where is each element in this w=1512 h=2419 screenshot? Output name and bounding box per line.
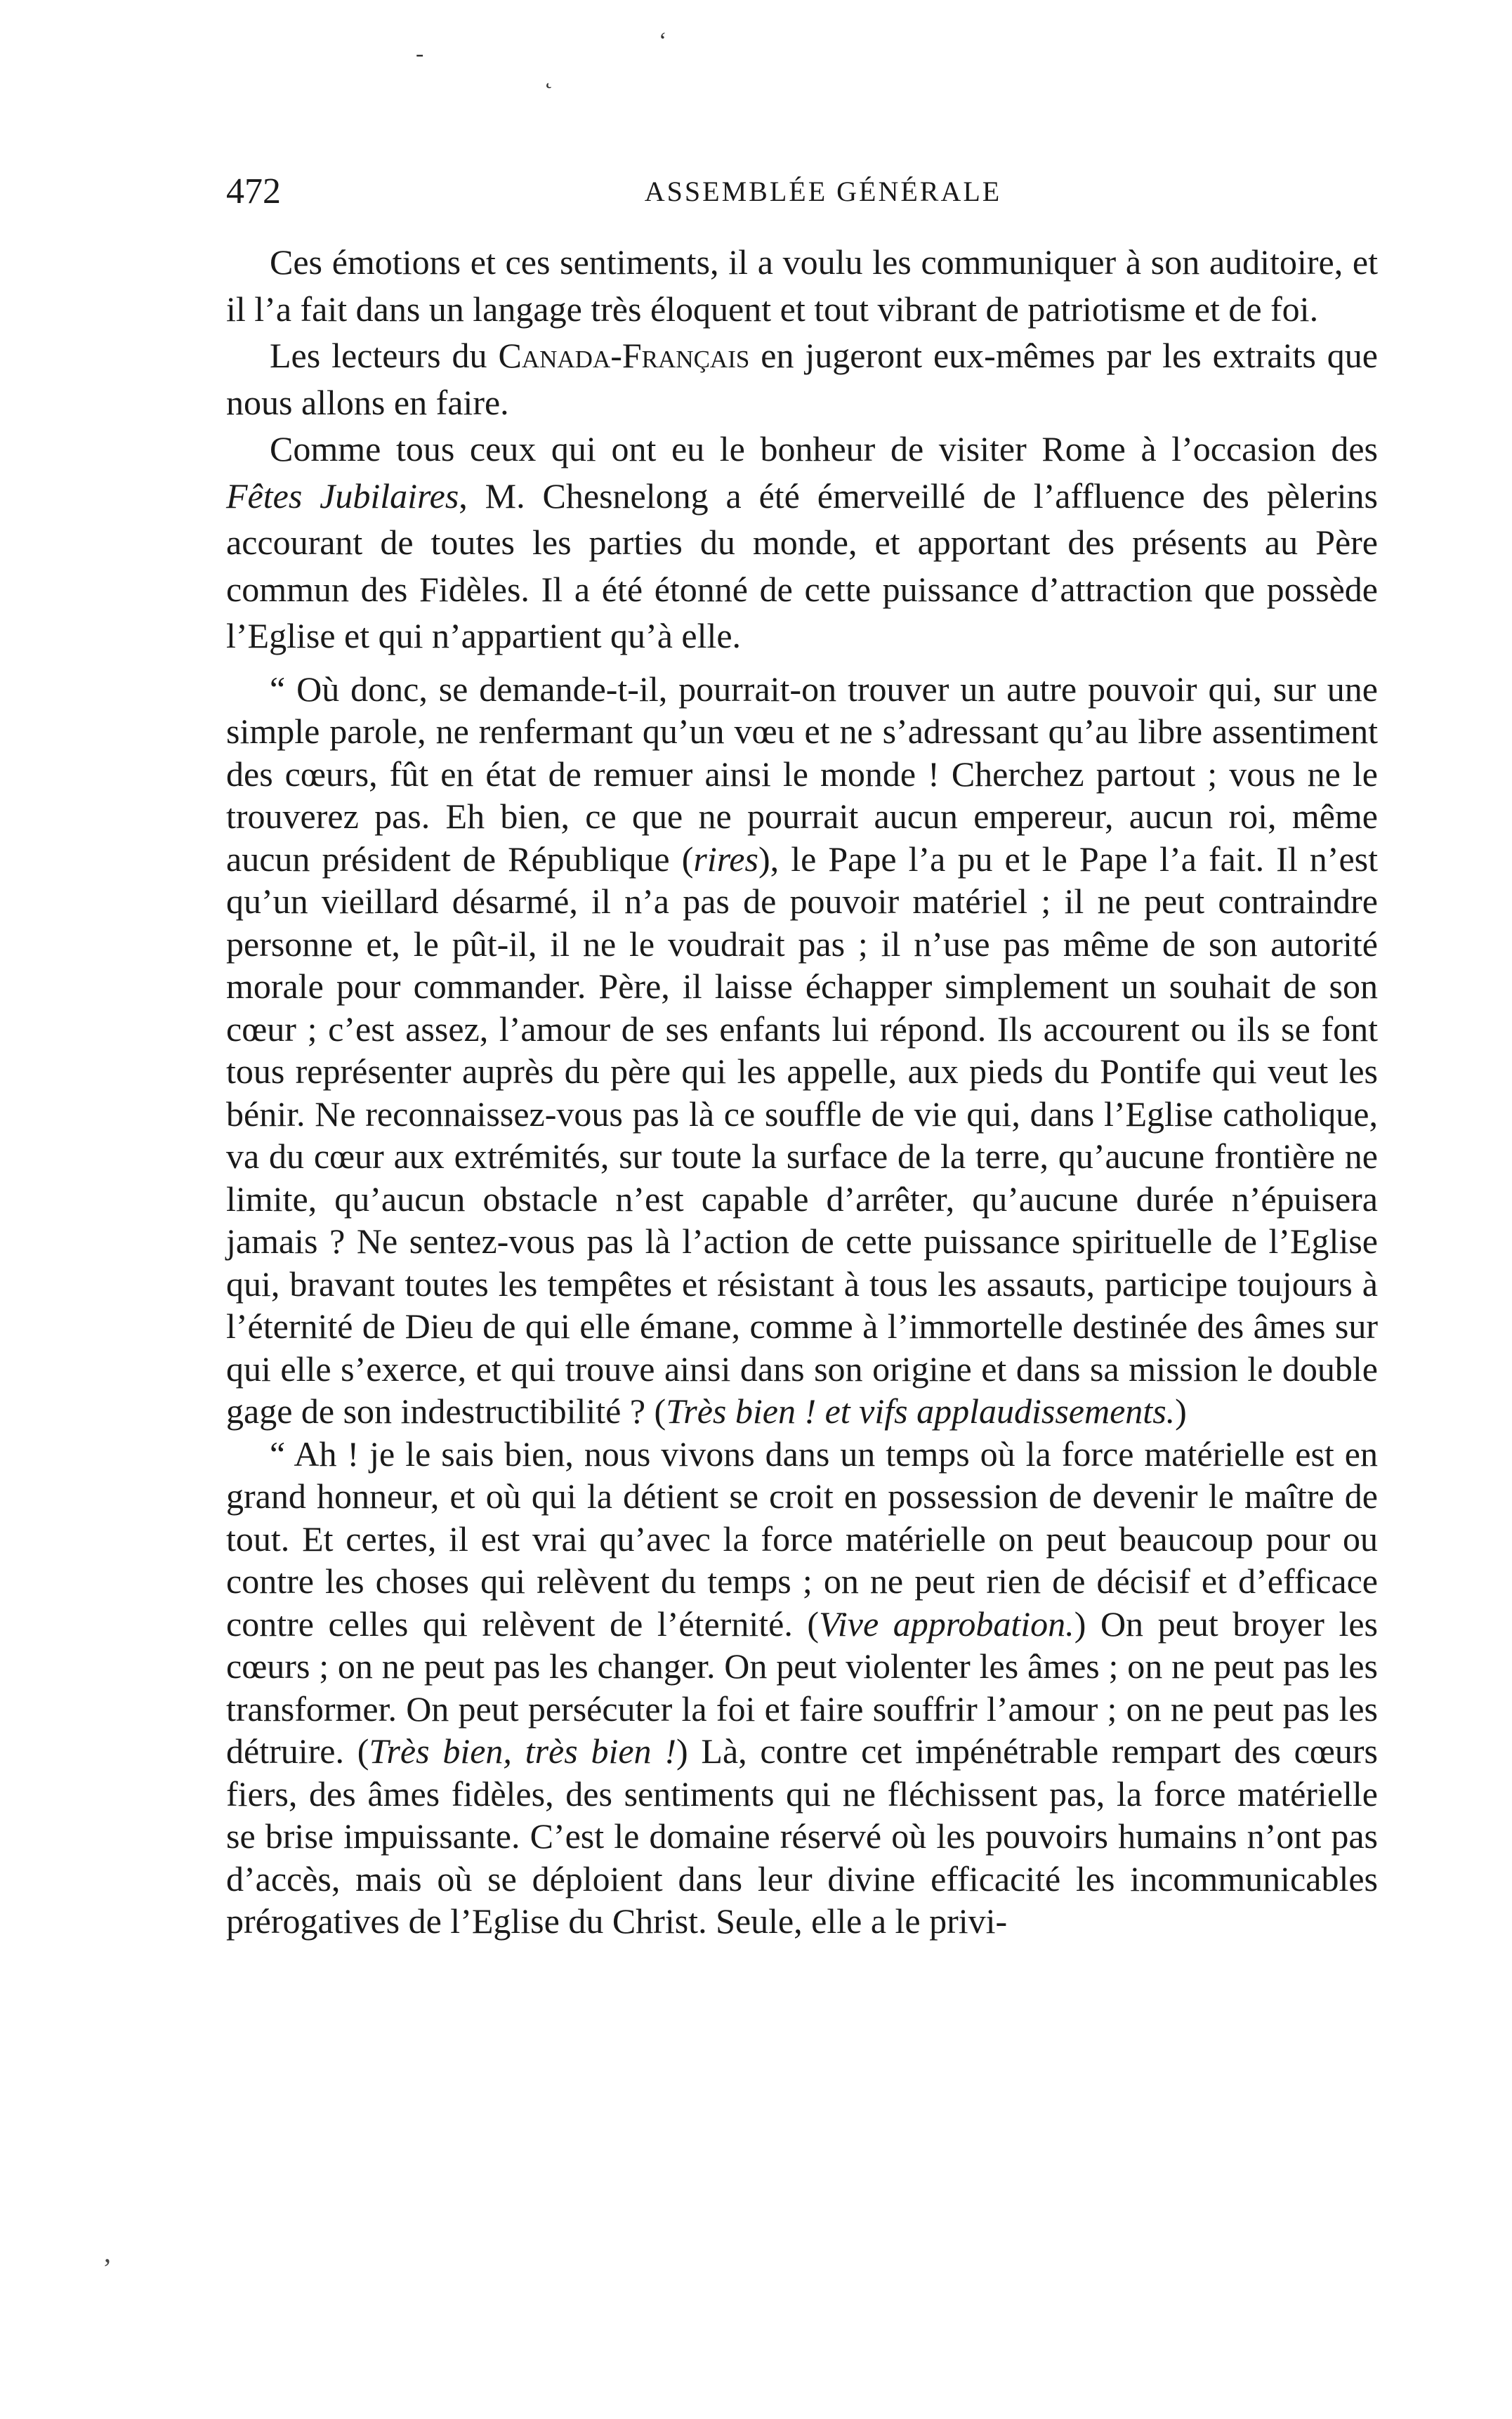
quote-text: ) On peut broyer les cœurs ; on ne peut pas les changer. On peut violenter les âmes ; on ne peut pas les transformer. On peut persécuter la foi et faire souffrir l’amour ; on ne peut pas les détruire. ( [226, 1604, 1378, 1771]
quote-text: ) [1175, 1391, 1187, 1431]
audience-reaction: Très bien, très bien ! [369, 1731, 676, 1771]
top-speck-mark: ˛ [545, 63, 553, 89]
quote-text: “ Ah ! je le sais bien, nous vivons dans un temps où la force matérielle est en grand honneur, et où qui la détient se croit en possession de devenir le maître de tout. Et certes, il est vrai qu’avec la force matérielle on peut beaucoup pour ou contre les choses qui relèvent du temps ; on ne peut rien de décisif et d’efficace contre celles qui relèvent de l’éternité. ( [226, 1434, 1378, 1644]
paragraph [226, 332, 1378, 426]
page-header [226, 167, 1378, 216]
top-speck-mark: ‘ [659, 28, 667, 54]
quote-text: ), le Pape l’a pu et le Pape l’a fait. Il n’est qu’un vieillard désarmé, il n’a pas de pouvoir matériel ; il ne peut contraindre personne et, le pût-il, il ne le voudrait pas ; il n’use pas même de son autorité morale pour commander. Père, il laisse échapper simplement un souhait de son cœur ; c’est assez, l’amour de ses enfants lui répond. Ils accourent ou ils se font tous représenter auprès du père qui les appelle, aux pieds du Pontife qui veut les bénir. Ne reconnaissez-vous pas là ce souffle de vie qui, dans l’Eglise catholique, va du cœur aux extrémités, sur toute la surface de la terre, qu’aucune frontière ne limite, qu’aucun obstacle n’est capable d’arrêter, qu’aucune durée n’épuisera jamais ? Ne sentez-vous pas là l’action de cette puissance spirituelle de l’Eglise qui, bravant toutes les tempêtes et résistant à tous les assauts, participe toujours à l’éternité de Dieu de qui elle émane, comme à l’immortelle destinée des âmes sur qui elle s’exerce, et qui trouve ainsi dans son origine et dans sa mission le double gage de son indestructibilité ? ( [226, 839, 1378, 1431]
paragraph-text: , M. Chesnelong a été émerveillé de l’affluence des pèlerins accourant de toutes les parties du monde, et apportant des présents au Père commun des Fidèles. Il a été étonné de cette puissance d’attraction que possède l’Eglise et qui n’appartient qu’à elle. [226, 476, 1379, 655]
audience-reaction: Vive approbation. [819, 1604, 1074, 1644]
paragraph-text: Les lecteurs du [270, 336, 499, 375]
margin-speck-mark: ’ [103, 2253, 112, 2284]
paragraph-text: Comme tous ceux qui ont eu le bonheur de visiter Rome à l’occasion des [270, 429, 1378, 468]
emphasis-text: Fêtes Jubilaires [226, 476, 459, 516]
paragraph [226, 426, 1378, 660]
paragraph-text: Ces émotions et ces sentiments, il a voulu les communiquer à son auditoire, et il l’a fait dans un langage très éloquent et tout vibrant de patriotisme et de foi. [226, 242, 1378, 329]
body-text [226, 239, 1378, 1943]
audience-reaction: rires [693, 839, 758, 879]
quote-text: “ Où donc, se demande-t-il, pourrait-on trouver un autre pouvoir qui, sur une simple parole, ne renfermant qu’un vœu et ne s’adressant qu’au libre assentiment des cœurs, fût en état de remuer ainsi le monde ! Cherchez partout ; vous ne le trouverez pas. Eh bien, ce que ne pourrait aucun empereur, aucun roi, même aucun président de République ( [226, 669, 1378, 879]
journal-name: Canada-Français [498, 336, 750, 375]
page-number: 472 [226, 171, 281, 211]
running-title: ASSEMBLÉE GÉNÉRALE [644, 176, 1002, 207]
paragraph [226, 239, 1378, 332]
top-speck-mark: - [416, 41, 424, 67]
audience-reaction: Très bien ! et vifs applaudissements. [666, 1391, 1176, 1431]
quoted-paragraph [226, 1433, 1378, 1943]
quoted-paragraph [226, 668, 1378, 1433]
paragraph-text: en jugeront eux-mêmes par les extraits que nous allons en faire. [226, 336, 1378, 422]
quote-text: ) Là, contre cet impénétrable rempart des cœurs fiers, des âmes fidèles, des sentiments qui ne fléchissent pas, la force matérielle se brise impuissante. C’est le domaine réservé où les pouvoirs humains n’ont pas d’accès, mais où se déploient dans leur divine efficacité les incommunicables prérogatives de l’Eglise du Christ. Seule, elle a le privi- [226, 1731, 1379, 1941]
